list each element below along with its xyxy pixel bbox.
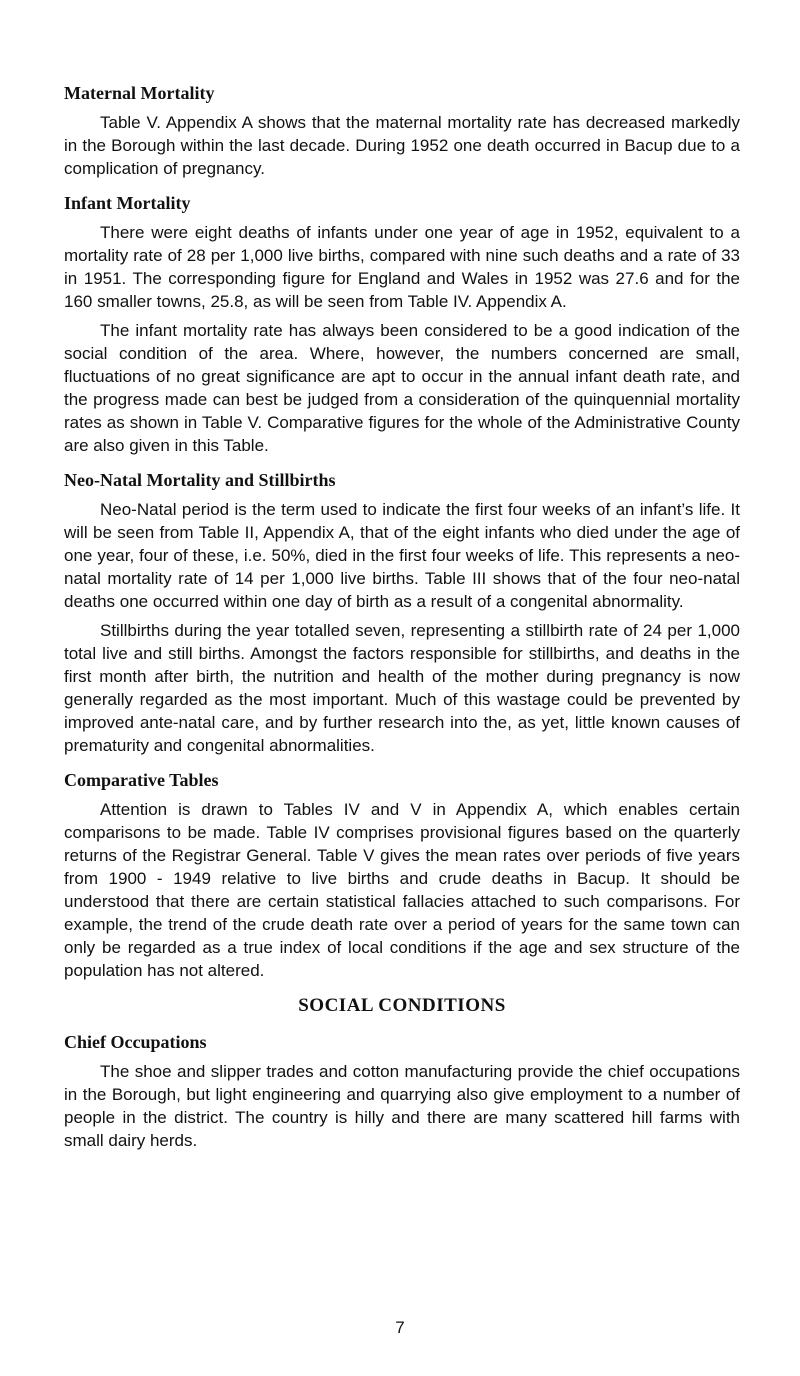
document-page (64, 82, 740, 1164)
section-infant-mortality (64, 192, 740, 457)
section-heading: Maternal Mortality (64, 83, 215, 103)
section-chief-occupations (64, 1031, 740, 1152)
page-number: 7 (395, 1318, 405, 1337)
paragraph: There were eight deaths of infants under one year of age in 1952, equivalent to a mortality rate of 28 per 1,000 live births, compared with nine such deaths and a rate of 33 in 1951. The corresponding figure for England and Wales in 1952 was 27.6 and for the 160 smaller towns, 25.8, as will be seen from Table IV. Appendix A. (64, 223, 740, 311)
major-heading: SOCIAL CONDITIONS (298, 995, 506, 1016)
paragraph: Neo-Natal period is the term used to indicate the first four weeks of an infant’s life. It will be seen from Table II, Appendix A, that of the eight infants who died under the age of one year, four of these, i.e. 50%, died in the first four weeks of life. This represents a neo-natal mortality rate of 14 per 1,000 live births. Table III shows that of the four neo-natal deaths one occurred within one day of birth as a result of a congenital abnormality. (64, 500, 740, 611)
section-comparative-tables (64, 769, 740, 982)
paragraph: Table V. Appendix A shows that the maternal mortality rate has decreased markedly in the Borough within the last decade. During 1952 one death occurred in Bacup due to a complication of pregnancy. (64, 113, 740, 178)
section-heading: Infant Mortality (64, 193, 191, 213)
paragraph: Stillbirths during the year totalled seven, representing a stillbirth rate of 24 per 1,000 total live and still births. Amongst the factors responsible for stillbirths, and deaths in the first month after birth, the nutrition and health of the mother during pregnancy is now generally regarded as the most important. Much of this wastage could be prevented by improved ante-natal care, and by further research into the, as yet, little known causes of prematurity and congenital abnormalities. (64, 621, 740, 755)
section-heading: Comparative Tables (64, 770, 219, 790)
section-heading: Neo-Natal Mortality and Stillbirths (64, 470, 336, 490)
section-neo-natal-mortality (64, 469, 740, 757)
paragraph: The shoe and slipper trades and cotton manufacturing provide the chief occupations in the Borough, but light engineering and quarrying also give employment to a number of people in the district. The country is hilly and there are many scattered hill farms with small dairy herds. (64, 1062, 740, 1150)
paragraph: Attention is drawn to Tables IV and V in Appendix A, which enables certain comparisons to be made. Table IV comprises provisional figures based on the quarterly returns of the Registrar General. Table V gives the mean rates over periods of five years from 1900 - 1949 relative to live births and crude deaths in Bacup. It should be understood that there are certain statistical fallacies attached to such comparisons. For example, the trend of the crude death rate over a period of years for the same town can only be regarded as a true index of local conditions if the age and sex structure of the population has not altered. (64, 800, 740, 980)
paragraph: The infant mortality rate has always been considered to be a good indication of the social condition of the area. Where, however, the numbers concerned are small, fluctuations of no great significance are apt to occur in the annual infant death rate, and the progress made can best be judged from a consideration of the quinquennial mortality rates as shown in Table V. Comparative figures for the whole of the Administrative County are also given in this Table. (64, 321, 740, 455)
section-maternal-mortality (64, 82, 740, 180)
section-heading: Chief Occupations (64, 1032, 207, 1052)
